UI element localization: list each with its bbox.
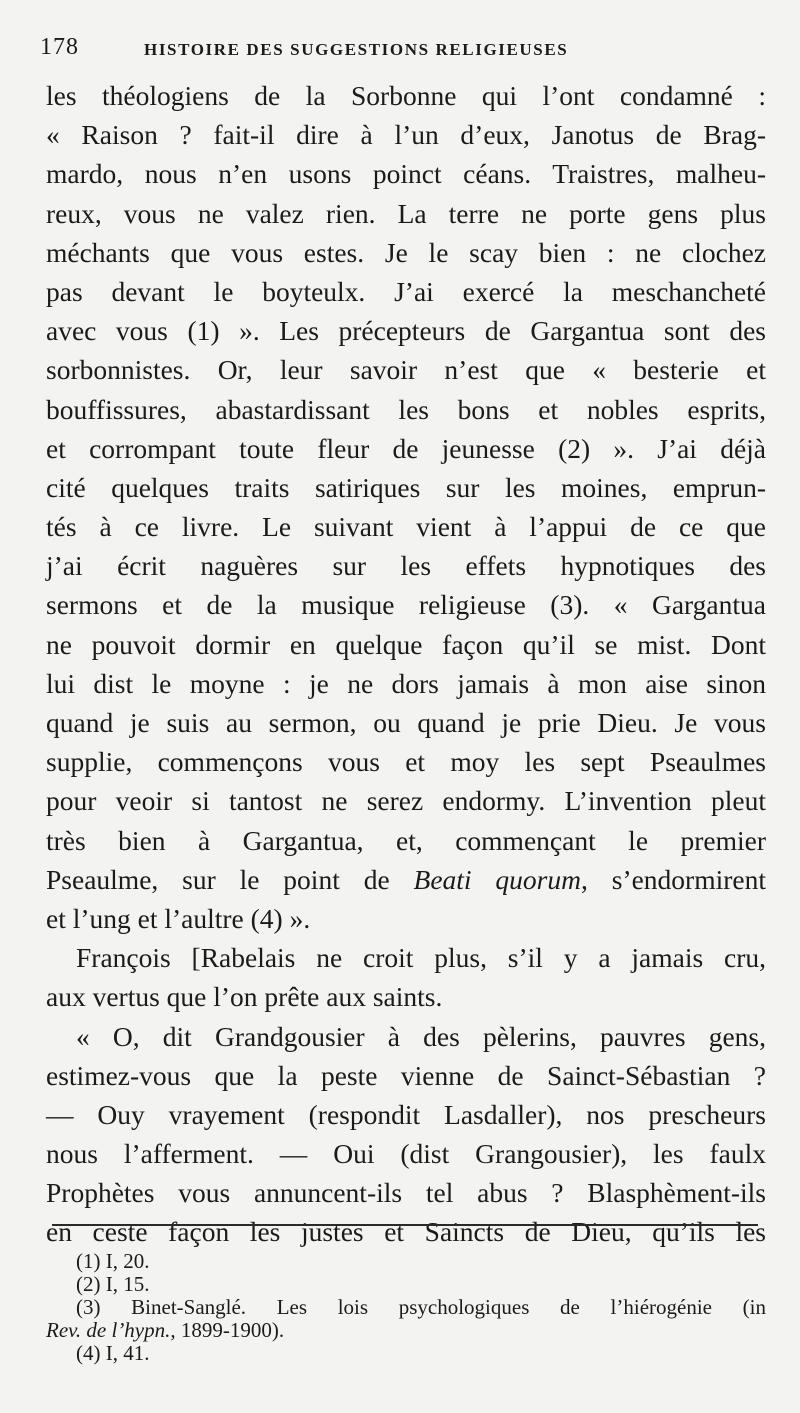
- text-line: Prophètes vous annuncent-ils tel abus ? Blasphèment-ils: [46, 1177, 766, 1209]
- text-line: lui dist le moyne : je ne dors jamais à mon aise sinon: [46, 667, 766, 699]
- text-line: et corrompant toute fleur de jeunesse (2) ». J’ai déjà: [46, 432, 766, 464]
- text-line: cité quelques traits satiriques sur les moines, emprun-: [46, 471, 766, 503]
- text-line: — Ouy vrayement (respondit Lasdaller), nos prescheurs: [46, 1098, 766, 1130]
- text-segment: Pseaulme, sur le point de: [46, 863, 414, 895]
- text-line: sermons et de la musique religieuse (3). « Gargantua: [46, 589, 766, 621]
- footnote-3-continued: [46, 1319, 766, 1342]
- text-line: pas devant le boyteulx. J’ai exercé la meschancheté: [46, 275, 766, 307]
- latin-title-italic: Beati quorum: [413, 863, 581, 895]
- text-line-paragraph-start: « O, dit Grandgousier à des pèlerins, pauvres gens,: [76, 1020, 766, 1052]
- text-line-paragraph-end: et l’ung et l’aultre (4) ».: [46, 902, 311, 934]
- text-line: les théologiens de la Sorbonne qui l’ont condamné :: [46, 80, 766, 111]
- text-line: méchants que vous estes. Je le scay bien : ne clochez: [46, 236, 766, 268]
- text-segment: , 1899-1900).: [170, 1318, 285, 1342]
- text-line: ne pouvoit dormir en quelque façon qu’il se mist. Dont: [46, 628, 766, 660]
- text-line: estimez-vous que la peste vienne de Sainct-Sébastian ?: [46, 1059, 766, 1091]
- footnote-3: (3) Binet-Sanglé. Les lois psychologiques de l’hiérogénie (in: [76, 1295, 766, 1319]
- text-line: avec vous (1) ». Les précepteurs de Gargantua sont des: [46, 315, 766, 347]
- text-line: quand je suis au sermon, ou quand je prie Dieu. Je vous: [46, 707, 766, 738]
- page-number: 178: [40, 34, 79, 60]
- text-line: très bien à Gargantua, et, commençant le premier: [46, 824, 766, 856]
- journal-title-italic: Rev. de l’hypn.: [46, 1318, 171, 1342]
- text-segment: , s’endormirent: [581, 863, 766, 895]
- text-line: j’ai écrit naguères sur les effets hypnotiques des: [46, 550, 766, 582]
- text-line: reux, vous ne valez rien. La terre ne porte gens plus: [46, 197, 766, 229]
- body-text: [46, 76, 766, 1252]
- text-line: supplie, commençons vous et moy les sept Pseaulmes: [46, 746, 766, 778]
- text-line: sorbonnistes. Or, leur savoir n’est que « besterie et: [46, 354, 766, 386]
- text-line: « Raison ? fait-il dire à l’un d’eux, Janotus de Brag-: [46, 119, 766, 151]
- text-line: pour veoir si tantost ne serez endormy. L’invention pleut: [46, 785, 766, 817]
- text-line-paragraph-start: François [Rabelais ne croit plus, s’il y a jamais cru,: [76, 942, 766, 974]
- text-line: en ceste façon les justes et Saincts de Dieu, qu’ils les: [46, 1216, 766, 1248]
- running-title: HISTOIRE DES SUGGESTIONS RELIGIEUSES: [144, 40, 569, 59]
- text-line: mardo, nous n’en usons poinct céans. Traistres, malheu-: [46, 158, 766, 190]
- page-header: [40, 34, 760, 66]
- text-line: bouffissures, abastardissant les bons et nobles esprits,: [46, 393, 766, 425]
- footnote-divider: [52, 1224, 758, 1226]
- text-line: tés à ce livre. Le suivant vient à l’appui de ce que: [46, 511, 766, 543]
- text-line-with-italic: [46, 860, 766, 899]
- footnotes: [46, 1250, 766, 1365]
- footnote-1: (1) I, 20.: [76, 1249, 150, 1273]
- text-line-paragraph-end: aux vertus que l’on prête aux saints.: [46, 981, 443, 1013]
- text-line: nous l’afferment. — Oui (dist Grangousier), les faulx: [46, 1138, 766, 1170]
- footnote-2: (2) I, 15.: [76, 1272, 150, 1296]
- footnote-4: (4) I, 41.: [76, 1341, 150, 1365]
